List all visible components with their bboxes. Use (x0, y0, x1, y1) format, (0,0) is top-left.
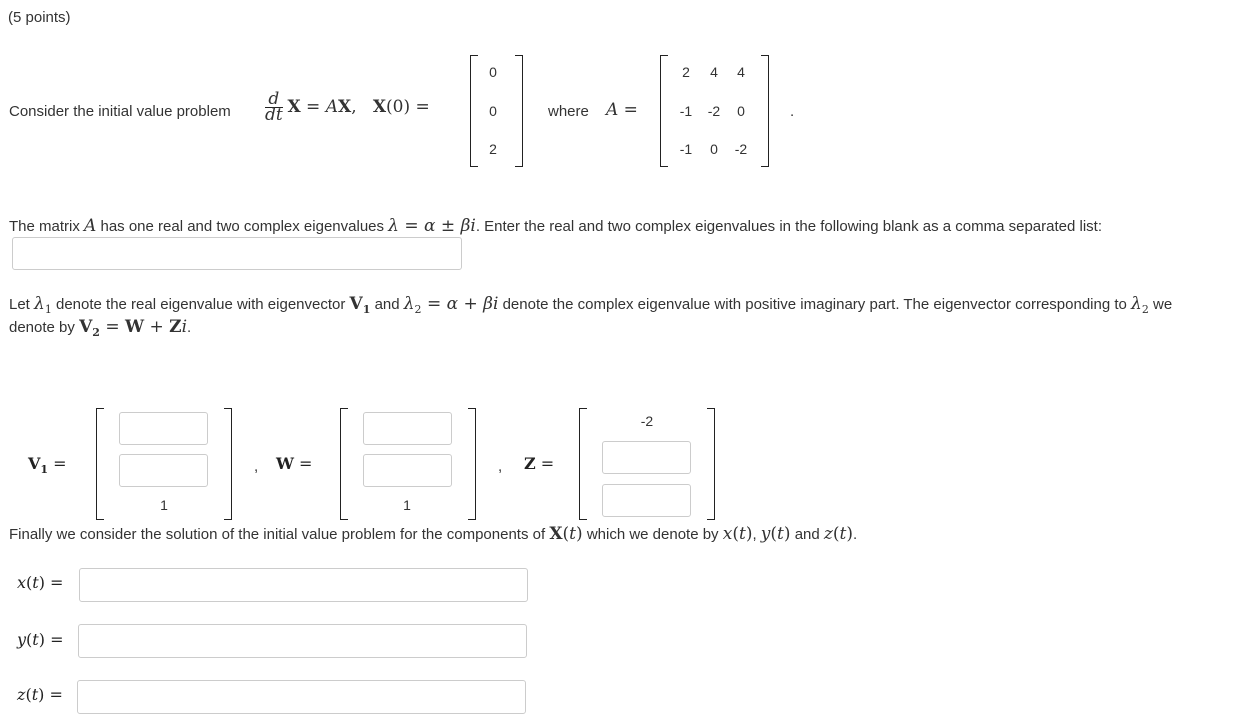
xt-input[interactable] (79, 568, 528, 602)
vector-separator: , (254, 458, 259, 475)
matrix-a-entry: -1 (679, 103, 693, 119)
w-component-3: 1 (403, 497, 411, 513)
xt-label: x(t) = (17, 573, 64, 592)
matrix-a-entry: -2 (707, 103, 721, 119)
x0-entry: 0 (489, 103, 497, 119)
a-equals: A = (606, 100, 638, 120)
eigenvector-description: Let $\lambda_1$ denote the real eigenvalue with eigenvector $V_1$ and $\lambda_2 = \alpha + \beta i$ denote the complex eigenvalue with positive imaginary part. The eigenvector corresponding to $\lambda_2$ we (9, 294, 1173, 316)
ode-equation: $\frac{d}{dt}$ X = AX, X(0) = (265, 89, 430, 125)
matrix-a-entry: 4 (737, 64, 745, 80)
z-component-1: -2 (640, 413, 654, 429)
matrix-a-entry: 0 (737, 103, 745, 119)
matrix-a-entry: -1 (679, 141, 693, 157)
zt-label: z(t) = (17, 685, 63, 704)
z-right-bracket (707, 408, 715, 520)
eigenvalue-question: The matrix A has one real and two complex eigenvalues λ = α ± βi. Enter the real and two complex eigenvalues in the following blank as a comma separated list: (9, 216, 1103, 236)
v1-label: $V_1$ = (28, 454, 67, 476)
w-label: W = (276, 454, 313, 473)
z-component-3-input[interactable] (602, 484, 691, 517)
matrix-a-right-bracket (761, 55, 769, 167)
matrix-a-entry: 2 (682, 64, 690, 80)
x0-left-bracket (470, 55, 478, 167)
where-label: where (548, 103, 589, 120)
x0-entry: 2 (489, 141, 497, 157)
v1-right-bracket (224, 408, 232, 520)
eigenvalues-input[interactable] (12, 237, 462, 270)
x0-entry: 0 (489, 64, 497, 80)
final-description: Finally we consider the solution of the initial value problem for the components of X(t) which we denote by x(t), y(t) and z(t). (9, 524, 858, 544)
z-label: Z = (524, 454, 555, 473)
matrix-a-entry: 4 (710, 64, 718, 80)
yt-input[interactable] (78, 624, 527, 658)
vector-separator: , (498, 458, 503, 475)
v1-component-3: 1 (160, 497, 168, 513)
w-component-2-input[interactable] (363, 454, 452, 487)
matrix-a-entry: 0 (710, 141, 718, 157)
z-component-2-input[interactable] (602, 441, 691, 474)
x0-right-bracket (515, 55, 523, 167)
w-right-bracket (468, 408, 476, 520)
w-component-1-input[interactable] (363, 412, 452, 445)
matrix-a-left-bracket (660, 55, 668, 167)
v1-component-1-input[interactable] (119, 412, 208, 445)
z-left-bracket (579, 408, 587, 520)
w-left-bracket (340, 408, 348, 520)
v1-component-2-input[interactable] (119, 454, 208, 487)
v1-left-bracket (96, 408, 104, 520)
problem-period: . (790, 103, 795, 120)
zt-input[interactable] (77, 680, 526, 714)
eigenvector-description-line2: denote by $V_2 = W + Zi$. (9, 317, 192, 339)
matrix-a-entry: -2 (734, 141, 748, 157)
yt-label: y(t) = (17, 630, 64, 649)
problem-intro: Consider the initial value problem (9, 103, 231, 120)
points-label: (5 points) (8, 9, 71, 26)
